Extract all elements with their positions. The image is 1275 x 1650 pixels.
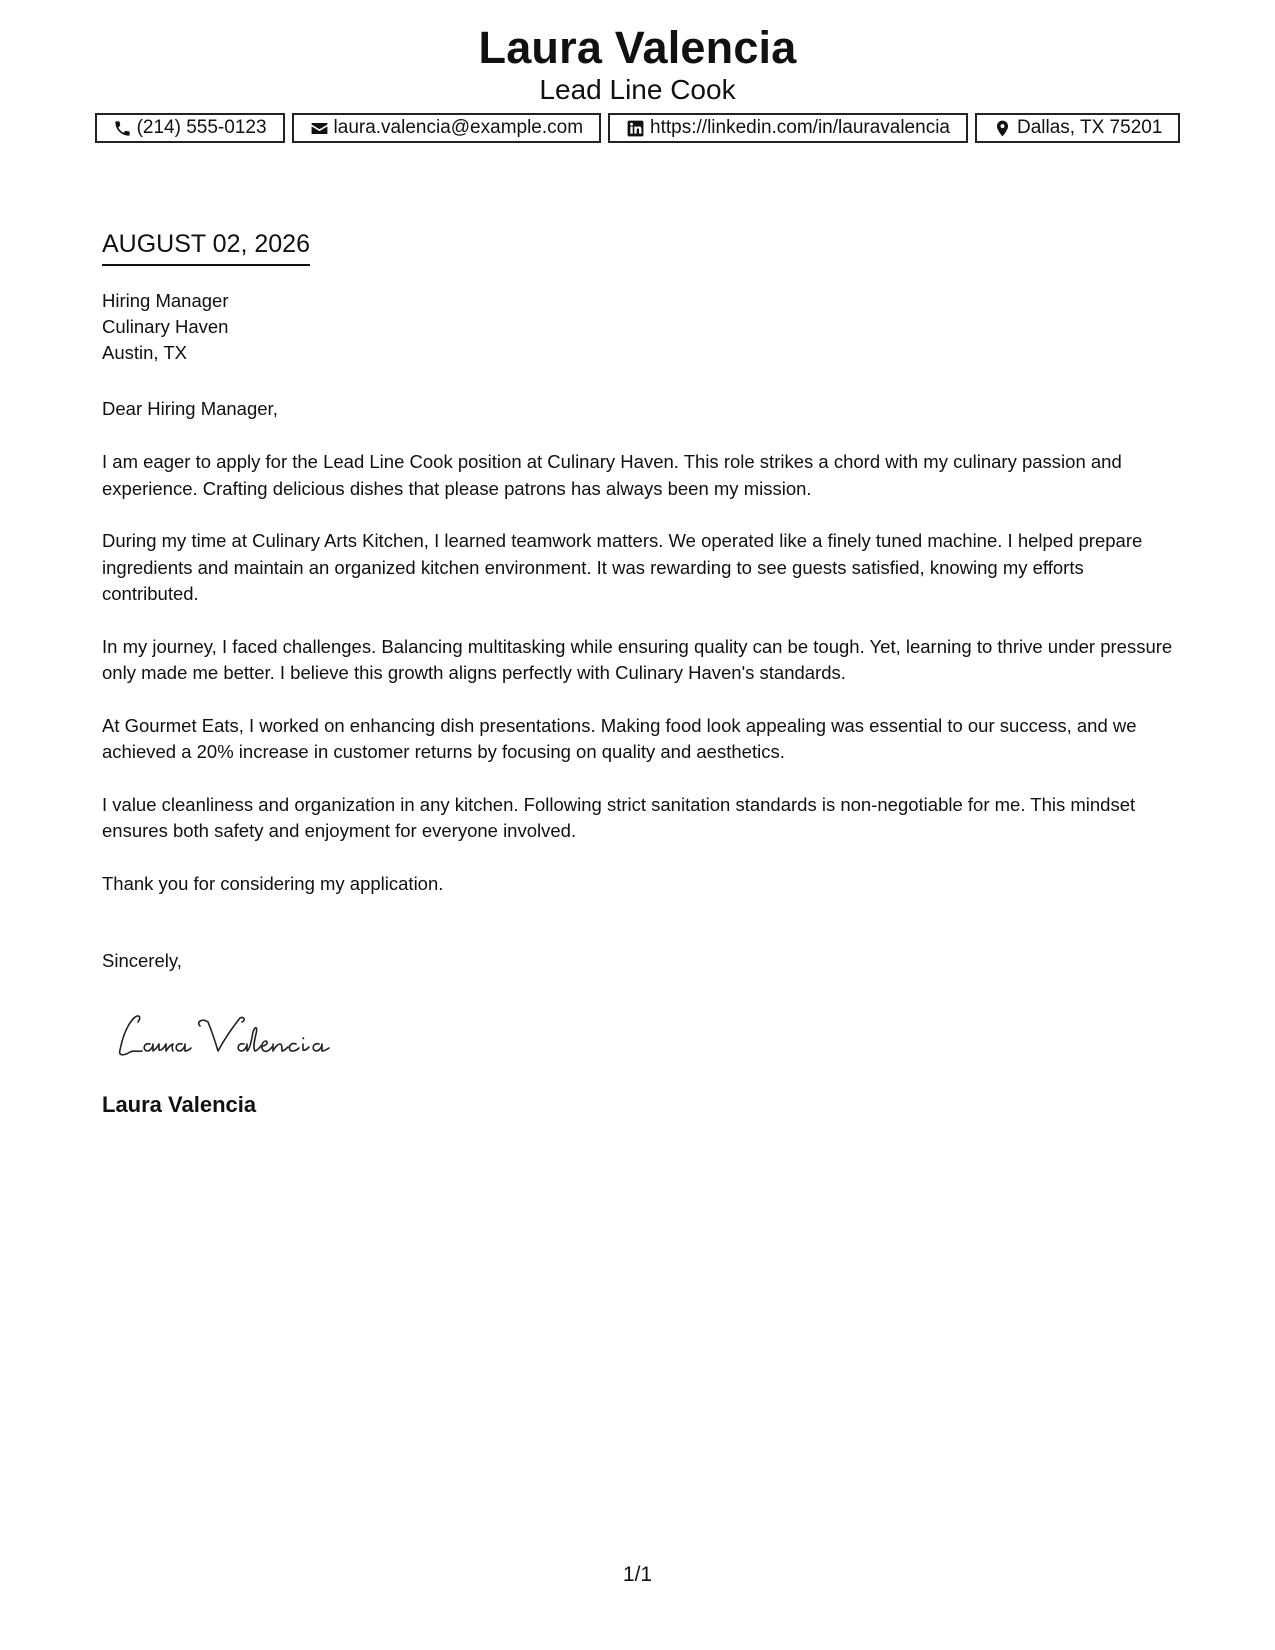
location-text: Dallas, TX 75201 bbox=[1016, 117, 1163, 138]
phone-text: (214) 555-0123 bbox=[136, 117, 267, 138]
job-title: Lead Line Cook bbox=[539, 74, 736, 105]
phone-icon bbox=[113, 119, 132, 138]
envelope-icon bbox=[310, 119, 329, 138]
signature-image bbox=[112, 1004, 352, 1064]
closing: Sincerely, bbox=[102, 950, 182, 971]
contact-email[interactable] bbox=[292, 113, 602, 143]
body-paragraph: Thank you for considering my application. bbox=[102, 872, 444, 894]
linkedin-icon bbox=[626, 119, 645, 138]
contact-location[interactable] bbox=[975, 113, 1180, 143]
recipient-line: Hiring Manager bbox=[102, 290, 229, 311]
body-paragraph: In my journey, I faced challenges. Balancing multitasking while ensuring quality can be tough. Yet, learning to thrive under pressure only made me better. I believe this growth aligns perfectly with Culinary Haven's standards. bbox=[102, 635, 1173, 683]
linkedin-text: https://linkedin.com/in/lauravalencia bbox=[650, 117, 950, 138]
signed-name: Laura Valencia bbox=[102, 1092, 257, 1117]
contact-bar bbox=[0, 113, 1275, 143]
letter-body bbox=[102, 449, 1182, 923]
map-pin-icon bbox=[993, 119, 1012, 138]
body-paragraph: At Gourmet Eats, I worked on enhancing dish presentations. Making food look appealing was essential to our success, and we achieved a 20% increase in customer returns by focusing on quality and aesthetics. bbox=[102, 714, 1137, 762]
body-paragraph: During my time at Culinary Arts Kitchen, I learned teamwork matters. We operated like a finely tuned machine. I helped prepare ingredients and maintain an organized kitchen environment. It was rewarding to see guests satisfied, knowing my efforts contributed. bbox=[102, 530, 1143, 604]
recipient-line: Culinary Haven bbox=[102, 316, 229, 337]
recipient-block bbox=[102, 288, 228, 366]
recipient-line: Austin, TX bbox=[102, 342, 188, 363]
contact-linkedin[interactable] bbox=[608, 113, 968, 143]
page-number: 1/1 bbox=[622, 1563, 653, 1586]
applicant-name: Laura Valencia bbox=[478, 22, 797, 73]
body-paragraph: I value cleanliness and organization in any kitchen. Following strict sanitation standards is non-negotiable for me. This mindset ensures both safety and enjoyment for everyone involved. bbox=[102, 793, 1136, 841]
salutation: Dear Hiring Manager, bbox=[102, 398, 278, 419]
letter-header bbox=[0, 20, 1275, 106]
body-paragraph: I am eager to apply for the Lead Line Cook position at Culinary Haven. This role strikes a chord with my culinary passion and experience. Crafting delicious dishes that please patrons has always been my mission. bbox=[102, 451, 1122, 499]
letter-date: AUGUST 02, 2026 bbox=[102, 228, 310, 266]
email-text: laura.valencia@example.com bbox=[333, 117, 584, 138]
contact-phone[interactable] bbox=[95, 113, 285, 143]
